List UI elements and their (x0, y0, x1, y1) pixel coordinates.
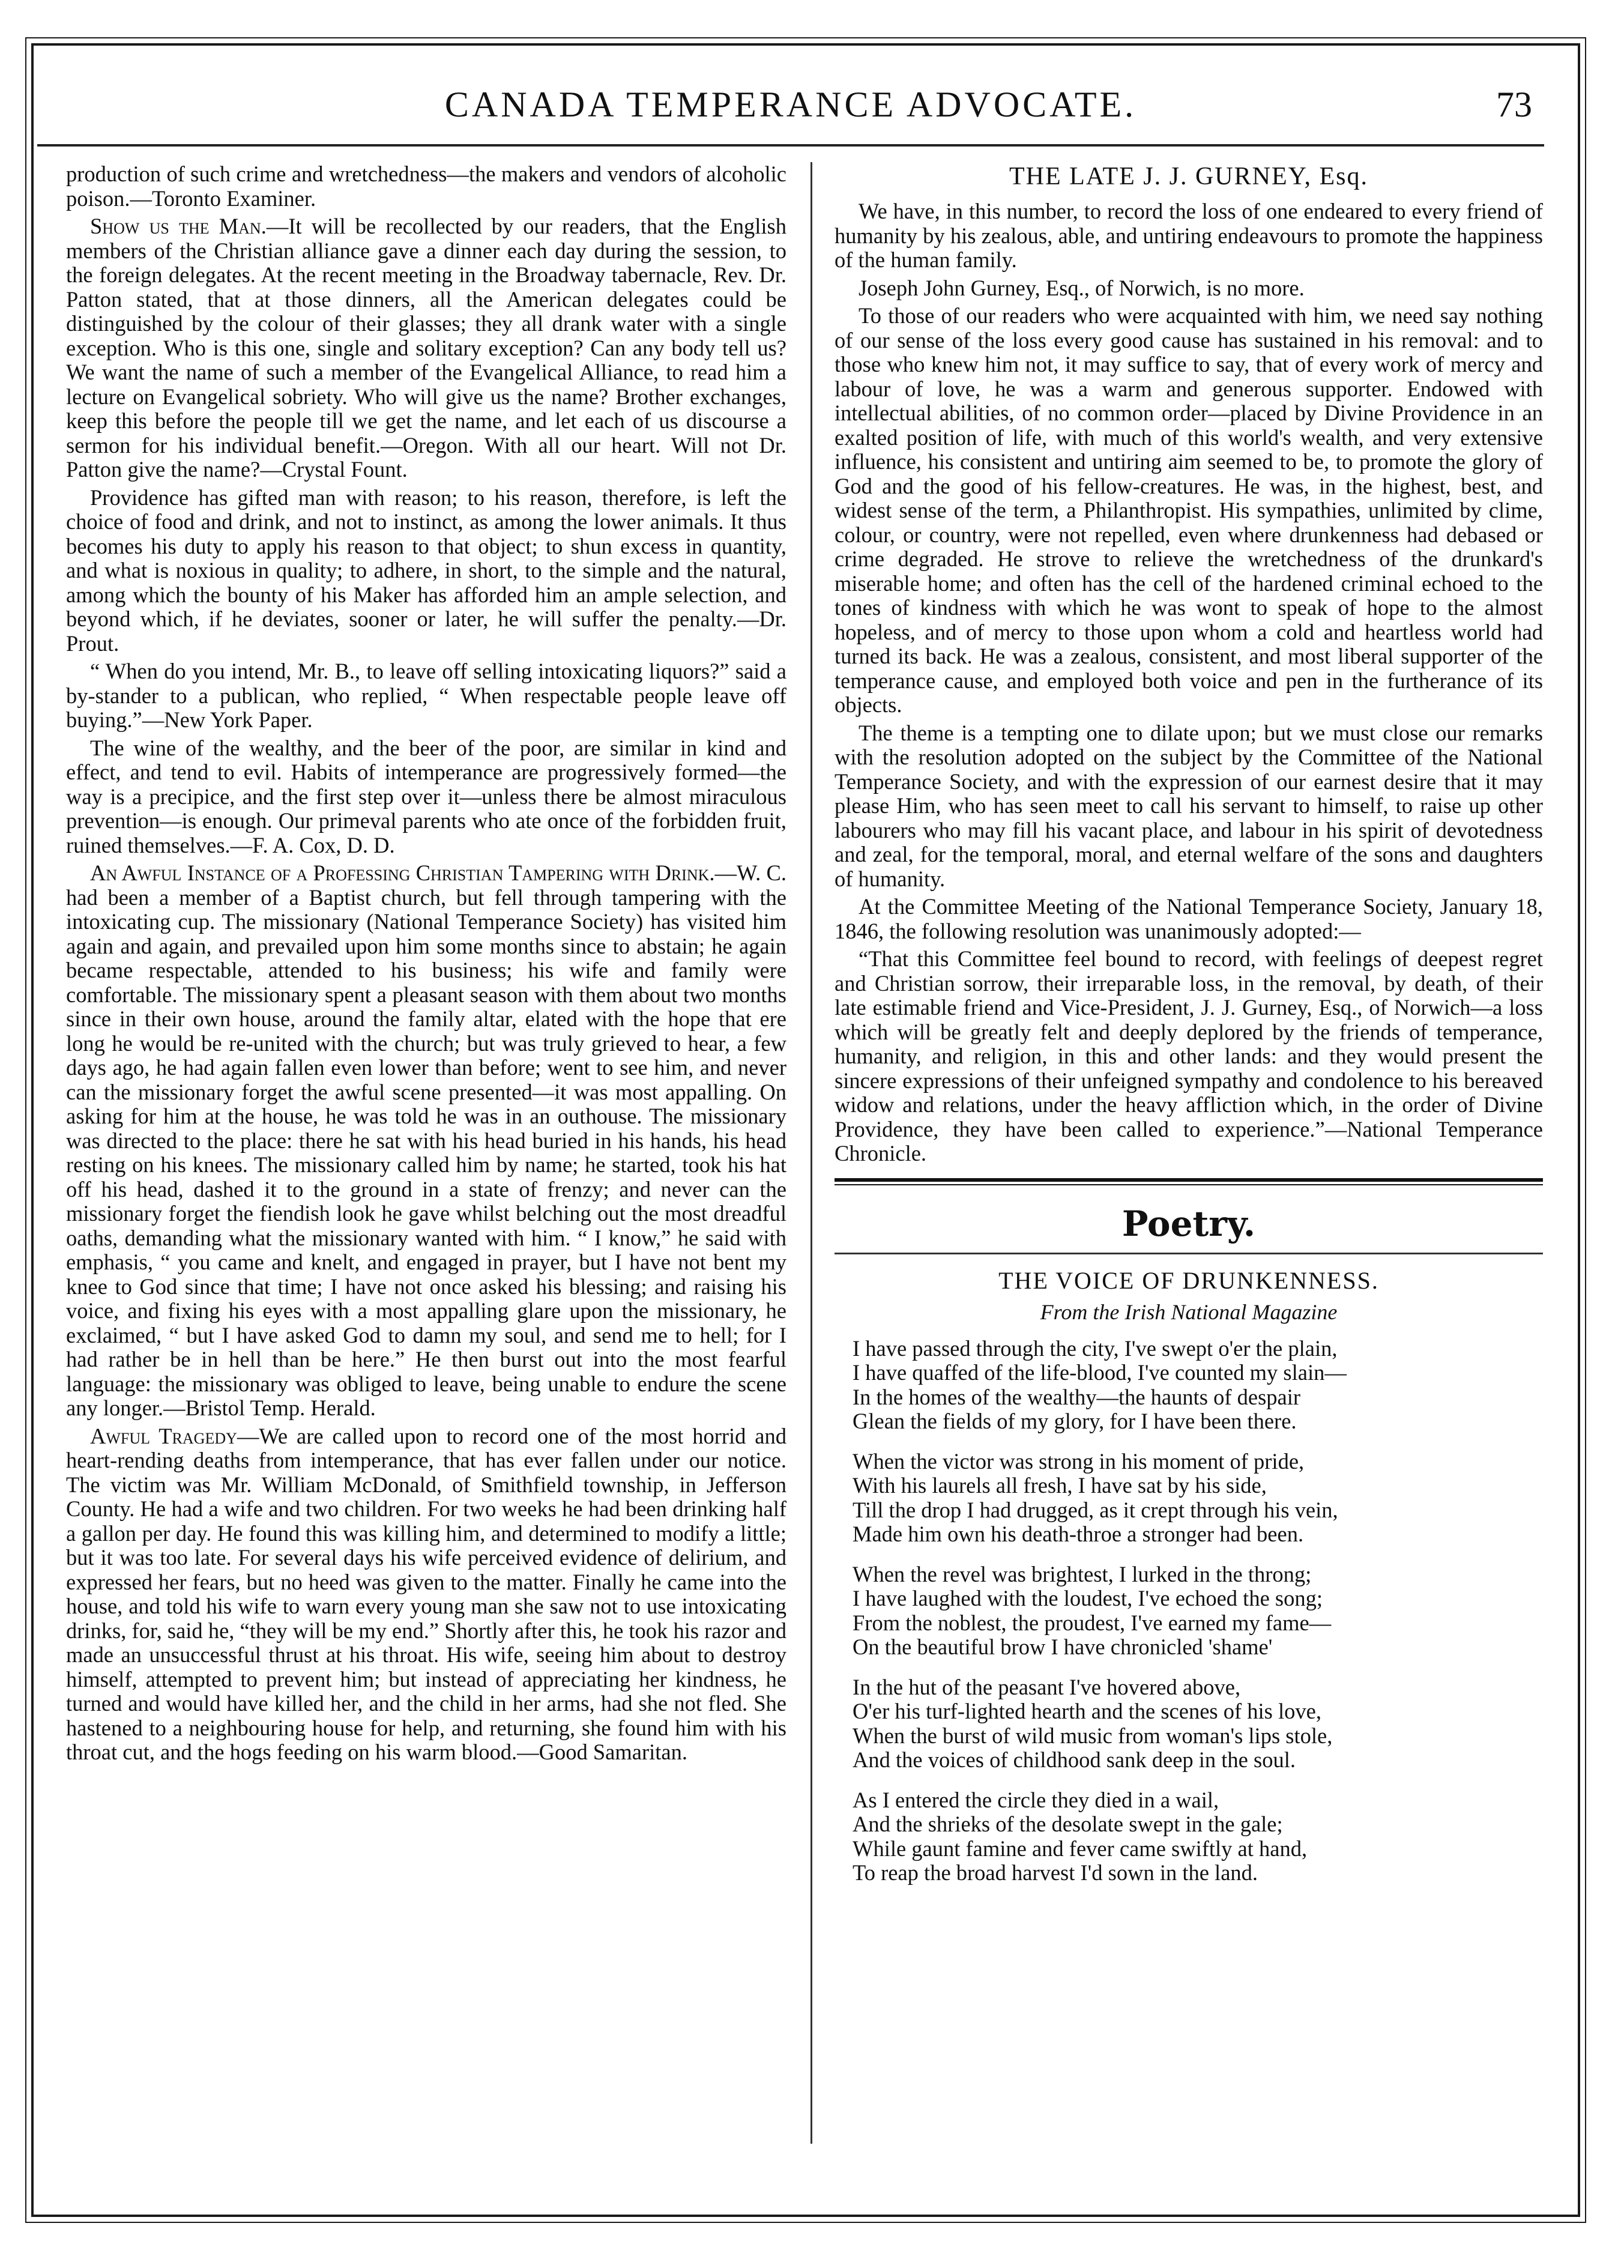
header-rule (37, 144, 1544, 147)
right-column (835, 162, 1543, 1901)
article-paragraph: To those of our readers who were acquainted with him, we need say nothing of our sense of the loss every good cause has sustained in his removal: and to those who knew him not, it may suffice to say, that of every work of mercy and labour of love, he was a warm and generous supporter. Endowed with intellectual abilities, of no common order—placed by Divine Providence in an exalted position of life, with much of this world's wealth, and very extensive influence, his consistent and untiring aim seemed to be, to promote the glory of God and the good of his fellow-creatures. He was, in the highest, best, and widest sense of the term, a Philanthropist. His sympathies, unlimited by clime, colour, or country, were not repelled, even where drunkenness had debased or crime degraded. He strove to relieve the wretchedness of the drunkard's miserable home; and often has the cell of the hardened criminal echoed to the tones of kindness with which he was wont to speak of hope to the almost hopeless, and of mercy to those upon whom a cold and heartless world had turned its back. He was a zealous, consistent, and most liberal supporter of the temperance cause, and employed both voice and pen in the furtherance of its objects. (835, 303, 1543, 717)
poem-line: I have laughed with the loudest, I've echoed the song; (853, 1586, 1323, 1610)
poem-line: In the homes of the wealthy—the haunts of despair (853, 1384, 1301, 1409)
article-paragraph: The theme is a tempting one to dilate upon; but we must close our remarks with the resolution adopted on the subject by the Committee of the National Temperance Society, and with the expression of our earnest desire that it may please Him, who has seen meet to call his servant to himself, to raise up other labourers who may fill his vacant place, and labour in his spirit of devotedness and zeal, for the temporal, moral, and eternal welfare of the sons and daughters of humanity. (835, 720, 1543, 891)
poem-line: Glean the fields of my glory, for I have been there. (853, 1409, 1297, 1433)
article-paragraph: “That this Committee feel bound to record, with feelings of deepest regret and Christian sorrow, their irreparable loss, in the removal, by death, of their late estimable friend and Vice-President, J. J. Gurney, Esq., of Norwich—a loss which will be greatly felt and deeply deplored by the friends of temperance, humanity, and religion, in this and other lands: and they would present the sincere expressions of their unfeigned sympathy and condolence to his bereaved widow and relations, under the heavy affliction which, in the order of Divine Providence, they have been called to experience.”—National Temperance Chronicle. (835, 946, 1543, 1166)
poem-stanza (853, 1788, 1543, 1885)
poem-line: From the noblest, the proudest, I've earned my fame— (853, 1610, 1332, 1635)
poem-line: When the revel was brightest, I lurked in the throng; (853, 1561, 1312, 1586)
article-lead: An Awful Instance of a Professing Christian Tampering with Drink. (90, 860, 715, 885)
poem-line: O'er his turf-lighted hearth and the scenes of his love, (853, 1699, 1321, 1723)
poem-source: From the Irish National Magazine (1040, 1299, 1338, 1324)
article-lead: Show us the Man. (90, 214, 267, 238)
page-header (37, 84, 1544, 144)
article-paragraph (66, 861, 786, 1421)
poem-line: With his laurels all fresh, I have sat by his side, (853, 1473, 1267, 1498)
article-text: —It will be recollected by our readers, that the English members of the Christian alliance gave a dinner each day during the session, to the foreign delegates. At the recent meeting in the Broadway tabernacle, Rev. Dr. Patton stated, that at those dinners, all the American delegates could be distinguished by the colour of their glasses; they all drank water with a single exception. Who is this one, single and solitary exception? Can any body tell us? We want the name of such a member of the Evangelical Alliance, to read him a lecture on Evangelical sobriety. Who will give us the name? Brother exchanges, keep this before the people till we get the name, and let each of us discourse a sermon for his individual benefit.—Oregon. With all our heart. Will not Dr. Patton give the name?—Crystal Fount. (66, 214, 786, 482)
poem-title: THE VOICE OF DRUNKENNESS. (998, 1266, 1379, 1294)
article-text: —W. C. had been a member of a Baptist church, but fell through tampering with the intoxicating cup. The missionary (National Temperance Society) has visited him again and again, and prevailed upon him some months since to abstain; he again became respectable, attended to his business; his wife and family were comfortable. The missionary spent a pleasant season with them about two months since in their own house, around the family altar, elated with the hope that ere long he would be re-united with the church; but was truly grieved to hear, a few days ago, he had again fallen even lower than before; went to see him, and never can the missionary forget the awful scene presented—it was most appalling. On asking for him at the house, he was told he was in an outhouse. The missionary was directed to the place: there he sat with his head buried in his hands, his head resting on his knees. The missionary called him by name; he started, took his hat off his head, dashed it to the ground in a state of frenzy; and never can the missionary forget the fiendish look he gave whilst belching out the most dreadful oaths, demanding what the missionary wanted with him. “ I know,” he said with emphasis, “ you came and knelt, and engaged in prayer, but I have not bent my knee to God since that time; I have not once asked his blessing; and raising his voice, and fixing his eyes with a most appalling glare upon the missionary, he exclaimed, “ but I have asked God to damn my soul, and send me to hell; for I had rather be in hell than be here.” He then burst out into the most fearful language: the missionary was obliged to leave, being unable to endure the scene any longer.—Bristol Temp. Herald. (66, 860, 786, 1420)
poem-line: As I entered the circle they died in a wail, (853, 1787, 1219, 1812)
poem-line: I have quaffed of the life-blood, I've counted my slain— (853, 1360, 1347, 1385)
poem-line: I have passed through the city, I've swept o'er the plain, (853, 1335, 1338, 1361)
poem-line: And the shrieks of the desolate swept in the gale; (853, 1812, 1283, 1836)
article-paragraph: “ When do you intend, Mr. B., to leave off selling intoxicating liquors?” said a by-stander to a publican, who replied, “ When respectable people leave off buying.”—New York Paper. (66, 659, 786, 732)
poetry-rule (835, 1253, 1543, 1254)
poem-line: When the victor was strong in his moment of pride, (853, 1448, 1305, 1474)
poem-line: To reap the broad harvest I'd sown in the land. (853, 1860, 1258, 1885)
article-text: —We are called upon to record one of the most horrid and heart-rending deaths from intemperance, that has ever fallen under our notice. The victim was Mr. William McDonald, of Smithfield township, in Jefferson County. He had a wife and two children. For two weeks he had been drinking half a gallon per day. He found this was killing him, and determined to modify a little; but it was too late. For several days his wife perceived evidence of delirium, and expressed her fears, but no heed was given to the matter. Finally he came into the house, and told his wife to warn every young man she saw not to use intoxicating drinks, for, said he, “they will be my end.” Shortly after this, he took his razor and made an unsuccessful thrust at his throat. His wife, seeing him about to destroy himself, attempted to prevent him; but instead of appreciating her kindness, he turned and would have killed her, and the child in her arms, had she not fled. She hastened to a neighbouring house for help, and returning, she found him with his throat cut, and the hogs feeding on his warm blood.—Good Samaritan. (66, 1423, 787, 1764)
poem-line: On the beautiful brow I have chronicled 'shame' (853, 1634, 1273, 1659)
article-paragraph (66, 1424, 786, 1765)
poem-stanza (853, 1337, 1543, 1434)
article-paragraph: Providence has gifted man with reason; to his reason, therefore, is left the choice of food and drink, and not to instinct, as among the lower animals. It thus becomes his duty to apply his reason to that object; to shun excess in quantity, and what is noxious in quality; to adhere, in short, to the simple and the natural, among which the bounty of his Maker has afforded him an ample selection, and beyond which, if he deviates, sooner or later, he will suffer the penalty.—Dr. Prout. (66, 485, 786, 656)
page-number: 73 (1496, 85, 1532, 124)
article-paragraph: Joseph John Gurney, Esq., of Norwich, is no more. (859, 275, 1305, 300)
section-rule (835, 1178, 1543, 1185)
article-paragraph: We have, in this number, to record the loss of one endeared to every friend of humanity by his zealous, able, and untiring endeavours to promote the happiness of the human family. (835, 199, 1543, 272)
poetry-heading: Poetry. (1121, 1203, 1256, 1244)
article-paragraph (66, 214, 786, 482)
poem-line: When the burst of wild music from woman's lips stole, (853, 1723, 1333, 1748)
poem-line: In the hut of the peasant I've hovered above, (853, 1674, 1241, 1699)
article-lead: Awful Tragedy (90, 1423, 237, 1448)
poem-line: Till the drop I had drugged, as it crept through his vein, (853, 1497, 1338, 1522)
article-paragraph: The wine of the wealthy, and the beer of the poor, are similar in kind and effect, and tend to evil. Habits of intemperance are progressively formed—the way is a precipice, and the first step over it—unless there be almost miraculous prevention—is enough. Our primeval parents who ate once of the forbidden fruit, ruined themselves.—F. A. Cox, D. D. (66, 735, 786, 857)
poem-line: While gaunt famine and fever came swiftly at hand, (853, 1836, 1308, 1861)
poem-stanza (853, 1675, 1543, 1773)
poem-stanza (853, 1450, 1543, 1547)
poem-stanza (853, 1562, 1543, 1660)
gurney-heading: THE LATE J. J. GURNEY, Esq. (1009, 163, 1369, 190)
poem-line: And the voices of childhood sank deep in the soul. (853, 1747, 1296, 1772)
newspaper-title: CANADA TEMPERANCE ADVOCATE. (444, 85, 1137, 124)
left-column (66, 162, 786, 1768)
poem-line: Made him own his death-throe a stronger had been. (853, 1522, 1304, 1546)
column-divider (810, 162, 812, 2144)
article-paragraph: production of such crime and wretchedness—the makers and vendors of alcoholic poison.—Toronto Examiner. (66, 162, 786, 211)
article-paragraph: At the Committee Meeting of the National Temperance Society, January 18, 1846, the following resolution was unanimously adopted:— (835, 894, 1543, 943)
